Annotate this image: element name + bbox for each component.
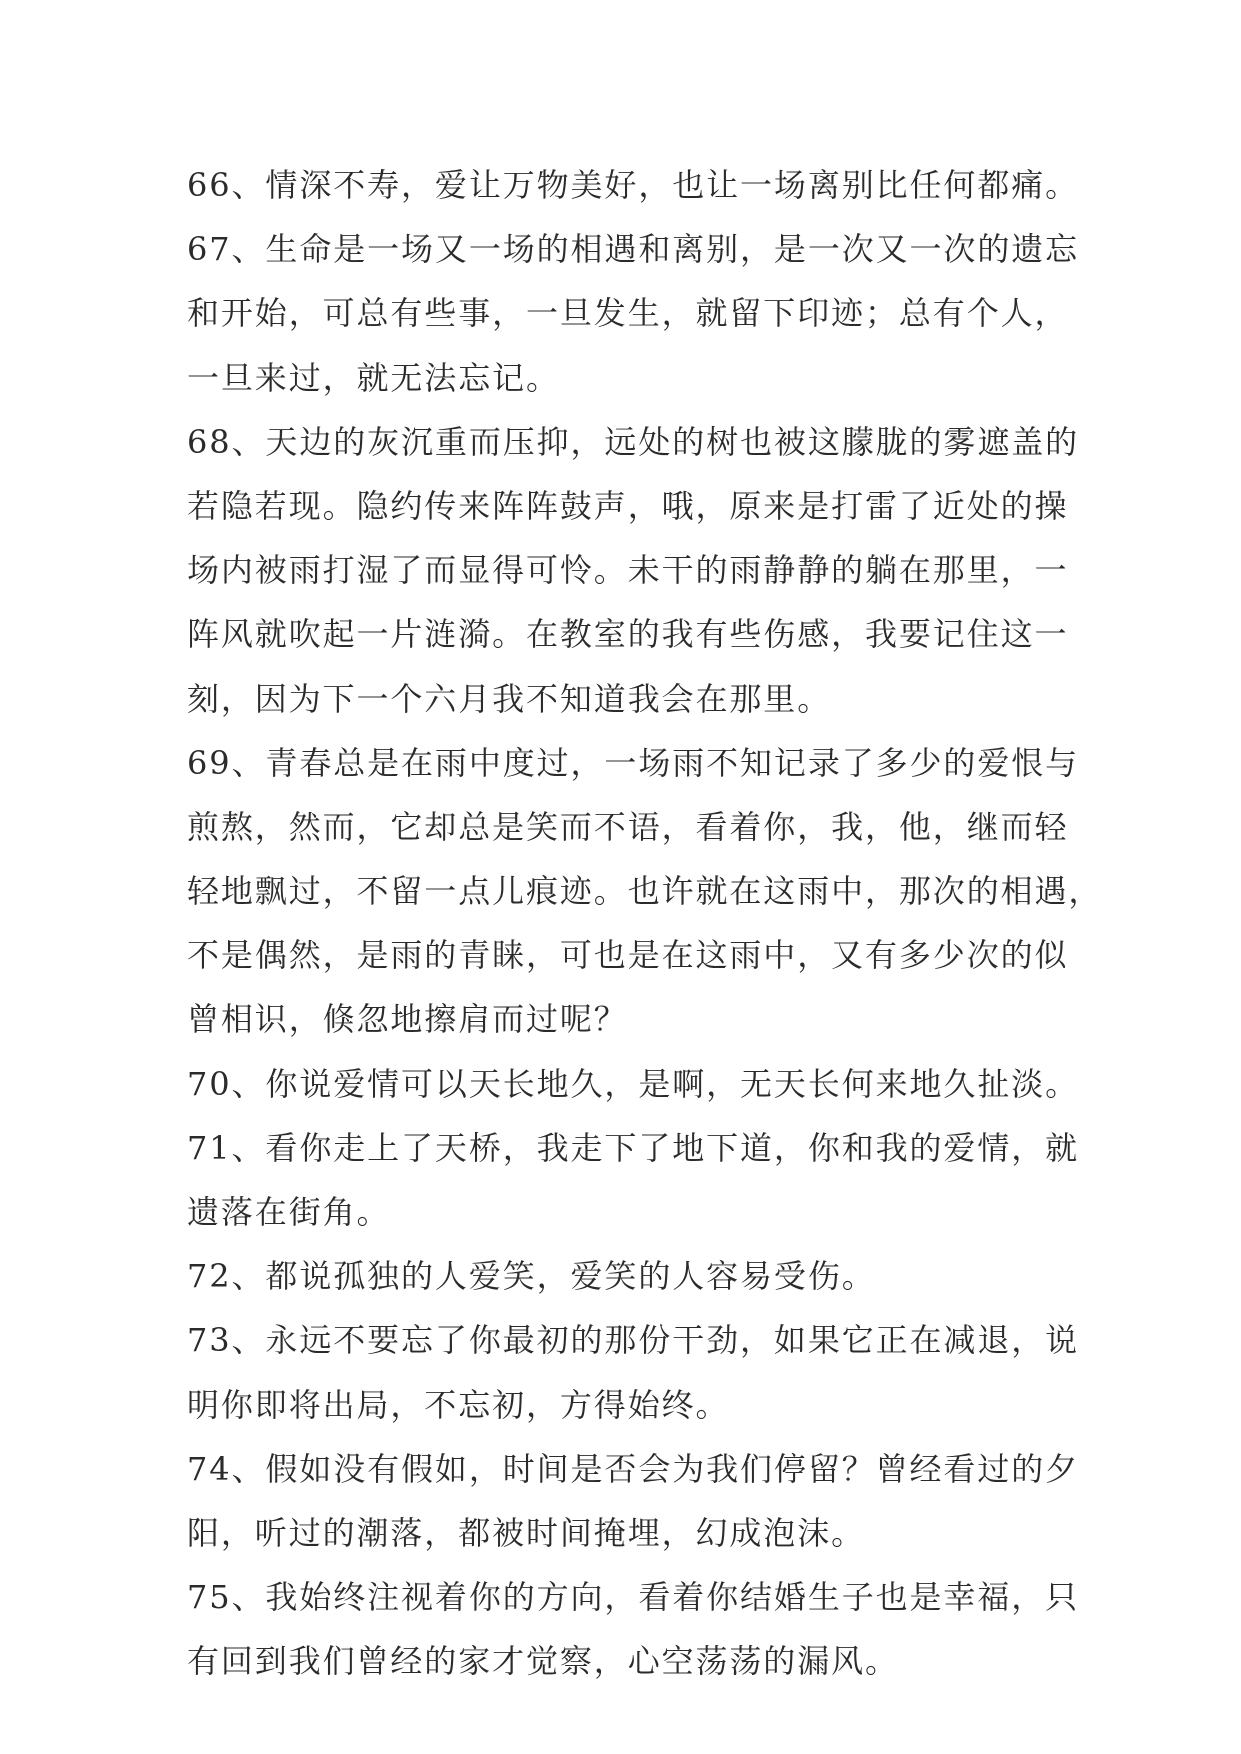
text-line: 一旦来过，就无法忘记。 [187, 358, 560, 397]
text-line: 71、看你走上了天桥，我走下了地下道，你和我的爱情，就 [187, 1128, 1080, 1167]
text-line: 场内被雨打湿了而显得可怜。未干的雨静静的躺在那里，一 [187, 551, 1069, 590]
text-line: 阵风就吹起一片涟漪。在教室的我有些伤感，我要记住这一 [187, 615, 1069, 654]
text-line: 66、情深不寿，爱让万物美好，也让一场离别比任何都痛。 [187, 166, 1080, 204]
document-body [187, 153, 1103, 1694]
text-line: 67、生命是一场又一场的相遇和离别，是一次又一次的遗忘 [187, 230, 1080, 269]
text-line: 遗落在街角。 [187, 1193, 391, 1231]
text-line: 不是偶然，是雨的青睐，可也是在这雨中，又有多少次的似 [187, 936, 1069, 975]
text-line: 轻地飘过，不留一点儿痕迹。也许就在这雨中，那次的相遇， [187, 872, 1103, 911]
text-line: 74、假如没有假如，时间是否会为我们停留？曾经看过的夕 [187, 1449, 1080, 1488]
text-line: 72、都说孤独的人爱笑，爱笑的人容易受伤。 [187, 1257, 876, 1296]
text-line: 有回到我们曾经的家才觉察，心空荡荡的漏风。 [187, 1642, 899, 1681]
text-line: 73、永远不要忘了你最初的那份干劲，如果它正在减退，说 [187, 1321, 1080, 1360]
text-line: 刻，因为下一个六月我不知道我会在那里。 [187, 679, 832, 718]
text-line: 煎熬，然而，它却总是笑而不语，看着你，我，他，继而轻 [187, 807, 1069, 846]
text-line: 明你即将出局，不忘初，方得始终。 [187, 1385, 730, 1424]
text-line: 70、你说爱情可以天长地久，是啊，无天长何来地久扯淡。 [187, 1064, 1080, 1103]
text-line: 69、青春总是在雨中度过，一场雨不知记录了多少的爱恨与 [187, 743, 1080, 782]
text-line: 75、我始终注视着你的方向，看着你结婚生子也是幸福，只 [187, 1578, 1080, 1617]
text-line: 若隐若现。隐约传来阵阵鼓声，哦，原来是打雷了近处的操 [187, 486, 1069, 525]
text-line: 曾相识，倏忽地擦肩而过呢？ [187, 1000, 628, 1039]
text-line: 和开始，可总有些事，一旦发生，就留下印迹；总有个人， [187, 294, 1069, 333]
text-line: 68、天边的灰沉重而压抑，远处的树也被这朦胧的雾遮盖的 [187, 422, 1080, 461]
text-line: 阳，听过的潮落，都被时间掩埋，幻成泡沫。 [187, 1513, 866, 1552]
